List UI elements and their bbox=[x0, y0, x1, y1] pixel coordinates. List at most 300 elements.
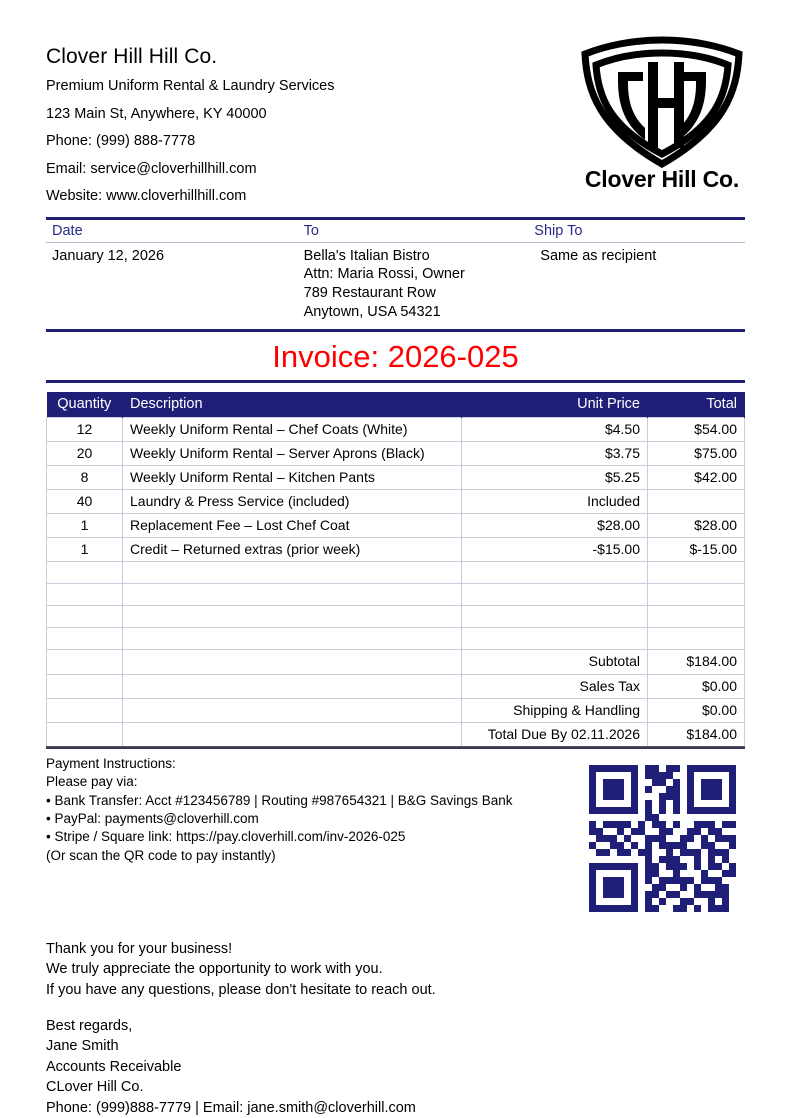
address-table bbox=[46, 220, 745, 328]
qr-module bbox=[708, 835, 715, 842]
qr-module bbox=[673, 856, 680, 863]
qr-module bbox=[680, 905, 687, 912]
qr-module bbox=[701, 772, 708, 779]
qr-module bbox=[694, 877, 701, 884]
qr-module bbox=[652, 891, 659, 898]
qr-module bbox=[589, 765, 596, 772]
qr-module bbox=[708, 772, 715, 779]
cell-total bbox=[648, 490, 745, 514]
qr-module bbox=[645, 786, 652, 793]
qr-module bbox=[638, 786, 645, 793]
qr-module bbox=[617, 800, 624, 807]
qr-module bbox=[631, 786, 638, 793]
totals-label: Total Due By 02.11.2026 bbox=[462, 722, 648, 746]
cell-quantity bbox=[47, 562, 123, 584]
cell-quantity: 8 bbox=[47, 466, 123, 490]
qr-module bbox=[666, 793, 673, 800]
qr-module bbox=[617, 898, 624, 905]
cell-description bbox=[123, 722, 462, 746]
qr-module bbox=[631, 765, 638, 772]
qr-module bbox=[687, 772, 694, 779]
qr-module bbox=[722, 849, 729, 856]
qr-module bbox=[715, 849, 722, 856]
qr-module bbox=[624, 807, 631, 814]
cell-description bbox=[123, 650, 462, 674]
cell-description: Credit – Returned extras (prior week) bbox=[123, 538, 462, 562]
qr-module bbox=[624, 765, 631, 772]
qr-module bbox=[652, 793, 659, 800]
qr-module bbox=[680, 877, 687, 884]
qr-module bbox=[673, 835, 680, 842]
qr-module bbox=[673, 765, 680, 772]
qr-module bbox=[680, 870, 687, 877]
closing-appreciate: We truly appreciate the opportunity to work with you. bbox=[46, 961, 383, 978]
qr-module bbox=[603, 905, 610, 912]
qr-module bbox=[687, 870, 694, 877]
qr-module bbox=[610, 863, 617, 870]
logo-caption: Clover Hill Co. bbox=[584, 166, 740, 192]
qr-module bbox=[701, 863, 708, 870]
qr-module bbox=[596, 870, 603, 877]
qr-module bbox=[715, 765, 722, 772]
qr-module bbox=[729, 856, 736, 863]
qr-module bbox=[673, 849, 680, 856]
qr-module bbox=[638, 863, 645, 870]
qr-module bbox=[729, 891, 736, 898]
qr-module bbox=[652, 765, 659, 772]
qr-module bbox=[624, 814, 631, 821]
qr-module bbox=[603, 835, 610, 842]
qr-module bbox=[610, 884, 617, 891]
qr-module bbox=[645, 779, 652, 786]
qr-module bbox=[603, 863, 610, 870]
cell-unit-price bbox=[462, 562, 648, 584]
column-header-total: Total bbox=[648, 392, 745, 418]
qr-module bbox=[624, 877, 631, 884]
signer-company: CLover Hill Co. bbox=[46, 1079, 144, 1096]
qr-module bbox=[610, 856, 617, 863]
date-header: Date bbox=[46, 220, 298, 243]
cell-total bbox=[648, 628, 745, 650]
qr-module bbox=[729, 800, 736, 807]
totals-row bbox=[47, 650, 745, 674]
qr-module bbox=[638, 842, 645, 849]
qr-module bbox=[729, 835, 736, 842]
qr-module bbox=[687, 884, 694, 891]
qr-module bbox=[715, 856, 722, 863]
qr-module bbox=[645, 870, 652, 877]
qr-module bbox=[708, 765, 715, 772]
column-header-unit-price: Unit Price bbox=[462, 392, 648, 418]
qr-module bbox=[715, 842, 722, 849]
qr-module bbox=[617, 821, 624, 828]
qr-module bbox=[638, 793, 645, 800]
qr-module bbox=[589, 807, 596, 814]
qr-module bbox=[645, 905, 652, 912]
qr-module bbox=[715, 877, 722, 884]
qr-module bbox=[715, 786, 722, 793]
qr-module bbox=[715, 891, 722, 898]
qr-module bbox=[603, 884, 610, 891]
signer-name: Jane Smith bbox=[46, 1038, 119, 1055]
qr-module bbox=[708, 814, 715, 821]
qr-code-icon[interactable] bbox=[589, 765, 736, 912]
qr-module bbox=[617, 835, 624, 842]
qr-module bbox=[673, 779, 680, 786]
cell-unit-price bbox=[462, 606, 648, 628]
closing-signoff: Best regards, bbox=[46, 1017, 133, 1034]
qr-module bbox=[659, 828, 666, 835]
qr-module bbox=[666, 807, 673, 814]
qr-module bbox=[701, 891, 708, 898]
qr-module bbox=[722, 877, 729, 884]
qr-module bbox=[624, 821, 631, 828]
qr-module bbox=[610, 821, 617, 828]
qr-module bbox=[666, 891, 673, 898]
qr-module bbox=[701, 905, 708, 912]
payment-qr-code[interactable] bbox=[589, 765, 741, 917]
qr-module bbox=[617, 814, 624, 821]
qr-module bbox=[617, 905, 624, 912]
qr-module bbox=[638, 870, 645, 877]
qr-module bbox=[673, 884, 680, 891]
qr-module bbox=[617, 807, 624, 814]
qr-module bbox=[617, 842, 624, 849]
qr-module bbox=[610, 793, 617, 800]
qr-module bbox=[687, 821, 694, 828]
qr-module bbox=[729, 779, 736, 786]
qr-module bbox=[624, 793, 631, 800]
qr-module bbox=[638, 779, 645, 786]
totals-row bbox=[47, 674, 745, 698]
qr-module bbox=[694, 772, 701, 779]
qr-module bbox=[638, 898, 645, 905]
qr-module bbox=[708, 856, 715, 863]
qr-module bbox=[603, 786, 610, 793]
qr-module bbox=[729, 863, 736, 870]
qr-module bbox=[617, 870, 624, 877]
qr-module bbox=[603, 828, 610, 835]
qr-module bbox=[722, 891, 729, 898]
qr-module bbox=[715, 863, 722, 870]
qr-module bbox=[617, 772, 624, 779]
qr-module bbox=[715, 779, 722, 786]
items-header-row bbox=[47, 392, 745, 418]
qr-module bbox=[631, 835, 638, 842]
qr-module bbox=[624, 863, 631, 870]
qr-module bbox=[631, 814, 638, 821]
qr-module bbox=[652, 786, 659, 793]
closing-questions: If you have any questions, please don't hesitate to reach out. bbox=[46, 981, 436, 998]
qr-module bbox=[687, 898, 694, 905]
qr-module bbox=[610, 849, 617, 856]
qr-module bbox=[659, 863, 666, 870]
to-line: Attn: Maria Rossi, Owner bbox=[303, 266, 465, 283]
qr-module bbox=[589, 856, 596, 863]
qr-module bbox=[701, 821, 708, 828]
qr-module bbox=[638, 856, 645, 863]
qr-module bbox=[722, 814, 729, 821]
qr-module bbox=[589, 905, 596, 912]
qr-module bbox=[659, 877, 666, 884]
qr-module bbox=[673, 814, 680, 821]
cell-description bbox=[123, 674, 462, 698]
cell-unit-price: Included bbox=[462, 490, 648, 514]
cell-quantity: 20 bbox=[47, 441, 123, 465]
qr-module bbox=[610, 807, 617, 814]
qr-module bbox=[666, 828, 673, 835]
qr-module bbox=[666, 898, 673, 905]
qr-module bbox=[666, 765, 673, 772]
qr-module bbox=[652, 863, 659, 870]
qr-module bbox=[603, 891, 610, 898]
qr-module bbox=[645, 793, 652, 800]
items-table-wrapper bbox=[46, 392, 745, 749]
address-value-row bbox=[46, 242, 745, 328]
qr-module bbox=[659, 856, 666, 863]
qr-module bbox=[596, 779, 603, 786]
items-body bbox=[47, 417, 745, 746]
qr-module bbox=[701, 842, 708, 849]
qr-module bbox=[666, 856, 673, 863]
qr-module bbox=[596, 835, 603, 842]
qr-module bbox=[701, 828, 708, 835]
qr-module bbox=[638, 765, 645, 772]
qr-module bbox=[694, 905, 701, 912]
qr-module bbox=[701, 835, 708, 842]
qr-module bbox=[638, 891, 645, 898]
cell-unit-price bbox=[462, 628, 648, 650]
qr-module bbox=[610, 842, 617, 849]
cell-total: $54.00 bbox=[648, 417, 745, 441]
qr-module bbox=[645, 891, 652, 898]
qr-module bbox=[631, 828, 638, 835]
qr-module bbox=[722, 828, 729, 835]
company-name: Clover Hill Hill Co. bbox=[46, 45, 218, 68]
qr-module bbox=[596, 905, 603, 912]
qr-module bbox=[652, 800, 659, 807]
qr-module bbox=[694, 884, 701, 891]
qr-module bbox=[729, 772, 736, 779]
qr-module bbox=[666, 870, 673, 877]
qr-module bbox=[708, 870, 715, 877]
column-header-quantity: Quantity bbox=[47, 392, 123, 418]
payment-method: • Bank Transfer: Acct #123456789 | Routing #987654321 | B&G Savings Bank bbox=[46, 792, 513, 808]
cell-unit-price: $28.00 bbox=[462, 514, 648, 538]
cell-quantity: 40 bbox=[47, 490, 123, 514]
qr-module bbox=[715, 905, 722, 912]
qr-module bbox=[631, 905, 638, 912]
qr-module bbox=[638, 884, 645, 891]
qr-module bbox=[687, 828, 694, 835]
cell-unit-price: $3.75 bbox=[462, 441, 648, 465]
qr-module bbox=[680, 786, 687, 793]
cell-description bbox=[123, 698, 462, 722]
qr-module bbox=[694, 800, 701, 807]
qr-module bbox=[680, 835, 687, 842]
qr-module bbox=[729, 821, 736, 828]
qr-module bbox=[680, 884, 687, 891]
qr-module bbox=[624, 898, 631, 905]
totals-row bbox=[47, 722, 745, 746]
cell-description: Weekly Uniform Rental – Server Aprons (Black) bbox=[123, 441, 462, 465]
cell-quantity bbox=[47, 606, 123, 628]
qr-module bbox=[603, 807, 610, 814]
qr-module bbox=[631, 877, 638, 884]
qr-module bbox=[645, 835, 652, 842]
qr-module bbox=[645, 877, 652, 884]
qr-module bbox=[624, 905, 631, 912]
qr-module bbox=[589, 786, 596, 793]
cell-quantity bbox=[47, 698, 123, 722]
qr-module bbox=[624, 870, 631, 877]
qr-module bbox=[673, 877, 680, 884]
cell-description: Replacement Fee – Lost Chef Coat bbox=[123, 514, 462, 538]
cell-total: $75.00 bbox=[648, 441, 745, 465]
qr-module bbox=[722, 800, 729, 807]
qr-module bbox=[666, 814, 673, 821]
qr-module bbox=[596, 891, 603, 898]
qr-module bbox=[631, 821, 638, 828]
qr-module bbox=[701, 800, 708, 807]
payment-method: • PayPal: payments@cloverhill.com bbox=[46, 810, 259, 826]
totals-label: Sales Tax bbox=[462, 674, 648, 698]
qr-module bbox=[617, 884, 624, 891]
qr-module bbox=[603, 877, 610, 884]
qr-module bbox=[652, 779, 659, 786]
qr-module bbox=[722, 807, 729, 814]
qr-module bbox=[694, 814, 701, 821]
qr-module bbox=[666, 786, 673, 793]
qr-module bbox=[715, 898, 722, 905]
qr-module bbox=[596, 800, 603, 807]
qr-module bbox=[631, 870, 638, 877]
closing-spacer bbox=[46, 1001, 745, 1016]
qr-module bbox=[694, 856, 701, 863]
cell-quantity bbox=[47, 674, 123, 698]
qr-module bbox=[631, 807, 638, 814]
qr-module bbox=[722, 779, 729, 786]
qr-module bbox=[589, 835, 596, 842]
qr-module bbox=[652, 884, 659, 891]
qr-module bbox=[687, 786, 694, 793]
payment-qr-note: (Or scan the QR code to pay instantly) bbox=[46, 847, 276, 863]
qr-module bbox=[638, 905, 645, 912]
qr-module bbox=[652, 870, 659, 877]
qr-module bbox=[673, 842, 680, 849]
qr-module bbox=[610, 835, 617, 842]
column-header-description: Description bbox=[123, 392, 462, 418]
qr-module bbox=[701, 779, 708, 786]
qr-module bbox=[638, 814, 645, 821]
qr-module bbox=[673, 786, 680, 793]
qr-module bbox=[603, 793, 610, 800]
qr-module bbox=[673, 821, 680, 828]
cell-unit-price: $4.50 bbox=[462, 417, 648, 441]
qr-module bbox=[617, 891, 624, 898]
qr-module bbox=[694, 793, 701, 800]
qr-module bbox=[722, 884, 729, 891]
qr-module bbox=[617, 849, 624, 856]
qr-module bbox=[624, 884, 631, 891]
qr-module bbox=[729, 828, 736, 835]
qr-module bbox=[645, 849, 652, 856]
qr-module bbox=[638, 807, 645, 814]
qr-module bbox=[687, 856, 694, 863]
qr-module bbox=[631, 793, 638, 800]
qr-module bbox=[680, 898, 687, 905]
company-website: Website: www.cloverhillhill.com bbox=[46, 188, 247, 204]
qr-module bbox=[729, 807, 736, 814]
qr-module bbox=[610, 800, 617, 807]
cell-description bbox=[123, 628, 462, 650]
qr-module bbox=[673, 793, 680, 800]
qr-module bbox=[589, 870, 596, 877]
qr-module bbox=[617, 828, 624, 835]
qr-module bbox=[610, 877, 617, 884]
qr-module bbox=[617, 856, 624, 863]
qr-module bbox=[729, 849, 736, 856]
qr-module bbox=[645, 800, 652, 807]
qr-module bbox=[631, 779, 638, 786]
qr-module bbox=[680, 856, 687, 863]
shield-monogram-icon bbox=[577, 36, 747, 168]
date-value: January 12, 2026 bbox=[52, 247, 165, 264]
table-row-empty bbox=[47, 584, 745, 606]
qr-module bbox=[645, 772, 652, 779]
qr-module bbox=[603, 898, 610, 905]
qr-module bbox=[603, 800, 610, 807]
qr-module bbox=[596, 814, 603, 821]
qr-module bbox=[659, 814, 666, 821]
qr-module bbox=[659, 779, 666, 786]
qr-module bbox=[659, 807, 666, 814]
qr-module bbox=[687, 905, 694, 912]
qr-module bbox=[652, 842, 659, 849]
qr-module bbox=[708, 842, 715, 849]
qr-module bbox=[631, 898, 638, 905]
cell-unit-price bbox=[462, 584, 648, 606]
qr-module bbox=[694, 786, 701, 793]
qr-module bbox=[680, 814, 687, 821]
qr-module bbox=[652, 814, 659, 821]
qr-module bbox=[624, 891, 631, 898]
qr-module bbox=[666, 779, 673, 786]
qr-module bbox=[589, 877, 596, 884]
qr-module bbox=[722, 835, 729, 842]
ship-to-header: Ship To bbox=[528, 220, 745, 243]
cell-description: Weekly Uniform Rental – Kitchen Pants bbox=[123, 466, 462, 490]
qr-module bbox=[708, 786, 715, 793]
qr-module bbox=[708, 800, 715, 807]
qr-module bbox=[631, 800, 638, 807]
cell-total bbox=[648, 606, 745, 628]
table-row bbox=[47, 538, 745, 562]
to-header: To bbox=[298, 220, 529, 243]
qr-module bbox=[617, 863, 624, 870]
qr-module bbox=[722, 905, 729, 912]
items-bottom-rule bbox=[46, 747, 745, 749]
qr-module bbox=[701, 898, 708, 905]
qr-module bbox=[631, 772, 638, 779]
qr-module bbox=[673, 807, 680, 814]
qr-module bbox=[596, 884, 603, 891]
table-row bbox=[47, 490, 745, 514]
qr-module bbox=[694, 870, 701, 877]
qr-module bbox=[645, 863, 652, 870]
qr-module bbox=[722, 772, 729, 779]
qr-module bbox=[666, 772, 673, 779]
